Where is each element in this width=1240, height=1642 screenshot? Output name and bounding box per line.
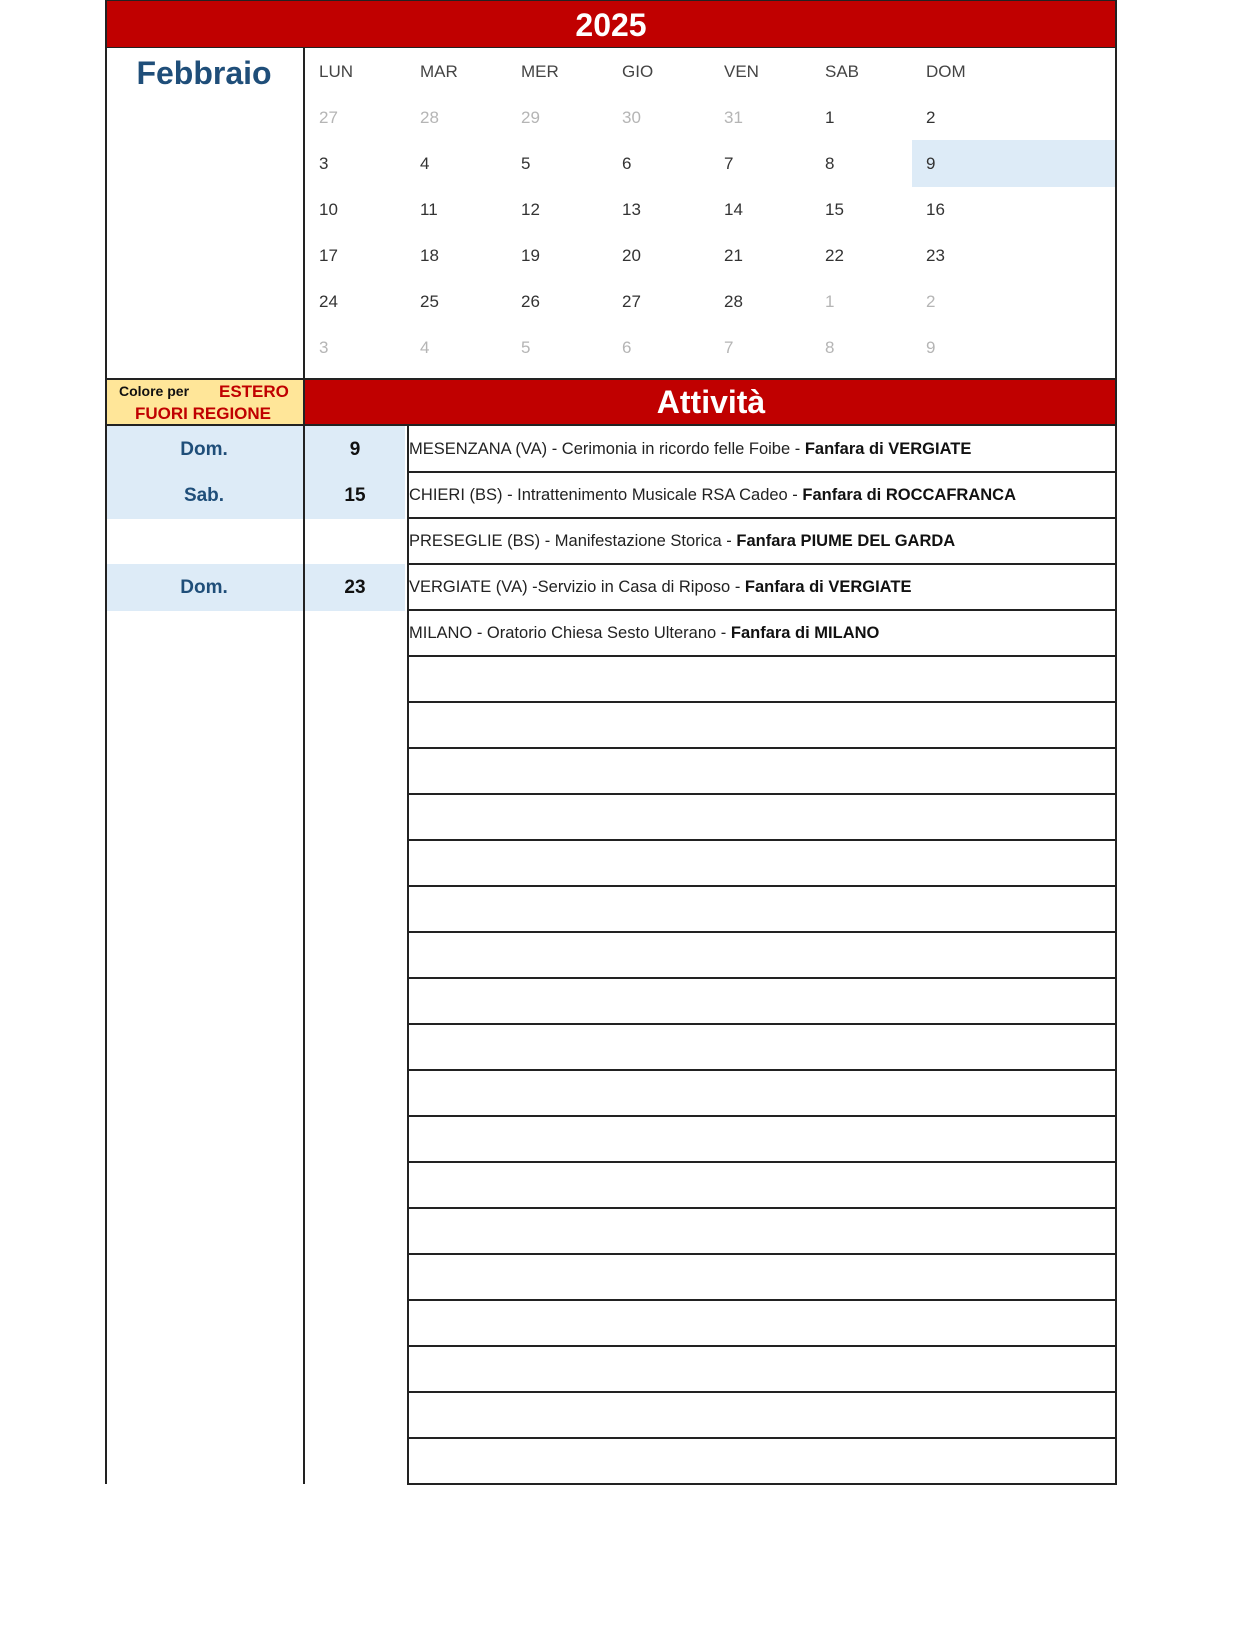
activity-day-number: 15 xyxy=(305,472,405,519)
calendar-day: 14 xyxy=(724,200,743,219)
calendar-day: 9 xyxy=(926,338,936,357)
grid-line xyxy=(407,977,1117,979)
activity-place-event: MESENZANA (VA) - Cerimonia in ricordo felle Foibe - xyxy=(409,440,805,458)
calendar-day: 3 xyxy=(319,154,329,173)
grid-line xyxy=(407,1299,1117,1301)
grid-line xyxy=(407,426,409,1484)
grid-line xyxy=(407,931,1117,933)
year-header: 2025 xyxy=(105,0,1117,48)
calendar-day: 3 xyxy=(319,338,329,357)
calendar-day: 8 xyxy=(825,338,835,357)
grid-line xyxy=(407,1437,1117,1439)
calendar-day: 18 xyxy=(420,246,439,265)
grid-line xyxy=(407,1115,1117,1117)
activity-description xyxy=(409,564,1115,611)
calendar-day: 19 xyxy=(521,246,540,265)
activity-description xyxy=(409,610,1115,657)
grid-line xyxy=(105,0,107,1484)
grid-line xyxy=(407,793,1117,795)
calendar-day: 12 xyxy=(521,200,540,219)
grid-line xyxy=(407,1023,1117,1025)
activity-row xyxy=(105,518,1117,565)
calendar-day: 27 xyxy=(622,292,641,311)
activity-day-number xyxy=(305,518,405,565)
activity-day-number: 9 xyxy=(305,426,405,473)
activity-day-name: Dom. xyxy=(105,426,303,473)
calendar-day: 1 xyxy=(825,292,835,311)
activity-place-event: MILANO - Oratorio Chiesa Sesto Ulterano - xyxy=(409,624,731,642)
calendar-day: 29 xyxy=(521,108,540,127)
activity-band: Fanfara di VERGIATE xyxy=(744,578,912,596)
weekday-dom: DOM xyxy=(926,62,966,81)
calendar-day: 17 xyxy=(319,246,338,265)
calendar-day: 22 xyxy=(825,246,844,265)
calendar-day: 7 xyxy=(724,154,734,173)
activity-description xyxy=(409,518,1115,565)
activity-row xyxy=(105,610,1117,657)
legend-estero: ESTERO xyxy=(219,382,289,401)
activity-description xyxy=(409,426,1115,473)
activity-day-number xyxy=(305,610,405,657)
activity-day-name xyxy=(105,610,303,657)
calendar-day: 30 xyxy=(622,108,641,127)
grid-line xyxy=(407,609,1117,611)
grid-line xyxy=(1115,0,1117,1484)
calendar-day: 15 xyxy=(825,200,844,219)
calendar-day: 4 xyxy=(420,338,430,357)
calendar-week-row xyxy=(305,186,1117,233)
activity-band: Fanfara di VERGIATE xyxy=(804,440,972,458)
calendar-week-row xyxy=(305,324,1117,371)
calendar-day: 11 xyxy=(420,200,438,219)
calendar-week-row xyxy=(305,278,1117,325)
calendar-day: 5 xyxy=(521,338,531,357)
grid-line xyxy=(407,1345,1117,1347)
calendar-day: 25 xyxy=(420,292,439,311)
calendar-day: 4 xyxy=(420,154,430,173)
activity-day-number: 23 xyxy=(305,564,405,611)
calendar-day: 28 xyxy=(420,108,439,127)
weekday-lun: LUN xyxy=(319,62,354,81)
activity-row xyxy=(105,426,1117,473)
calendar-day: 27 xyxy=(319,108,338,127)
grid-line xyxy=(407,471,1117,473)
weekday-mar: MAR xyxy=(420,62,458,81)
activity-description xyxy=(409,472,1115,519)
grid-line xyxy=(105,424,1117,426)
activity-band: Fanfara di MILANO xyxy=(730,624,880,642)
activity-day-name xyxy=(105,518,303,565)
calendar-day: 6 xyxy=(622,154,632,173)
grid-line xyxy=(407,885,1117,887)
legend-fuori-regione: FUORI REGIONE xyxy=(135,404,272,423)
grid-line xyxy=(407,655,1117,657)
calendar-day: 9 xyxy=(912,140,1117,187)
calendar-week-row xyxy=(305,232,1117,279)
calendar-day: 16 xyxy=(926,200,945,219)
calendar-day: 7 xyxy=(724,338,734,357)
calendar-day: 21 xyxy=(724,246,743,265)
activity-row xyxy=(105,472,1117,519)
calendar-day: 31 xyxy=(724,108,743,127)
activity-place-event: VERGIATE (VA) -Servizio in Casa di Riposo - xyxy=(409,578,745,596)
calendar-week-row xyxy=(305,140,1117,187)
activity-place-event: PRESEGLIE (BS) - Manifestazione Storica - xyxy=(409,532,737,550)
month-title: Febbraio xyxy=(136,55,272,91)
grid-line xyxy=(407,839,1117,841)
grid-line xyxy=(407,1069,1117,1071)
calendar-day: 6 xyxy=(622,338,632,357)
calendar-day: 28 xyxy=(724,292,743,311)
activity-day-name: Dom. xyxy=(105,564,303,611)
calendar-day: 8 xyxy=(825,154,835,173)
activity-row xyxy=(105,564,1117,611)
calendar-day: 5 xyxy=(521,154,531,173)
grid-line xyxy=(407,563,1117,565)
calendar-day: 26 xyxy=(521,292,540,311)
weekday-ven: VEN xyxy=(724,62,759,81)
grid-line xyxy=(105,378,1117,380)
grid-line xyxy=(407,1483,1117,1485)
grid-line xyxy=(407,701,1117,703)
calendar-day: 2 xyxy=(926,292,936,311)
grid-line xyxy=(407,1253,1117,1255)
grid-line xyxy=(407,1391,1117,1393)
grid-line xyxy=(407,517,1117,519)
calendar-day: 24 xyxy=(319,292,338,311)
calendar-day: 13 xyxy=(622,200,641,219)
calendar-day: 23 xyxy=(926,246,945,265)
calendar-day: 2 xyxy=(926,108,936,127)
calendar-week-row xyxy=(305,94,1117,141)
calendar-sheet xyxy=(105,0,1117,1512)
weekday-mer: MER xyxy=(521,62,559,81)
color-legend xyxy=(105,379,303,425)
grid-line xyxy=(303,48,305,1484)
activity-place-event: CHIERI (BS) - Intrattenimento Musicale RSA Cadeo - xyxy=(409,486,803,504)
activity-band: Fanfara di ROCCAFRANCA xyxy=(802,486,1016,504)
grid-line xyxy=(407,1207,1117,1209)
grid-line xyxy=(407,1161,1117,1163)
activities-header: Attività xyxy=(305,379,1117,425)
legend-prefix: Colore per xyxy=(119,383,190,399)
activity-day-name: Sab. xyxy=(105,472,303,519)
weekday-gio: GIO xyxy=(622,62,654,81)
weekday-header-row xyxy=(305,48,1117,95)
calendar-day: 20 xyxy=(622,246,641,265)
calendar-day: 1 xyxy=(825,108,835,127)
weekday-sab: SAB xyxy=(825,62,860,81)
calendar-day: 10 xyxy=(319,200,338,219)
activity-band: Fanfara PIUME DEL GARDA xyxy=(736,532,956,550)
grid-line xyxy=(407,747,1117,749)
